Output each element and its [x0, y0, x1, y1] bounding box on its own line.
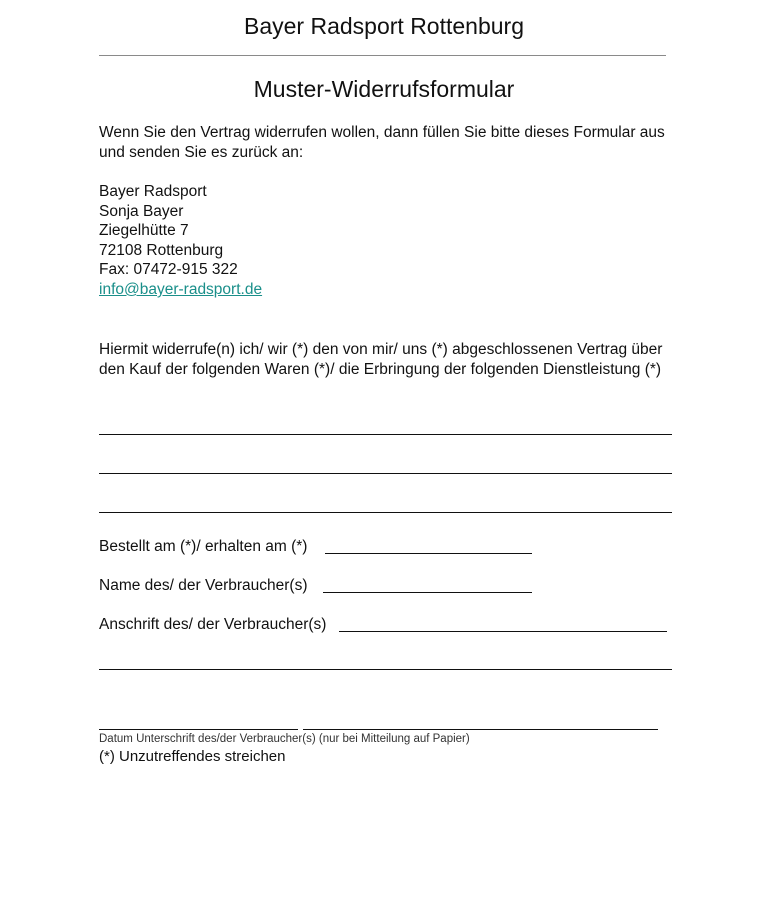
ordered-received-field[interactable] [325, 553, 532, 554]
consumer-name-label: Name des/ der Verbraucher(s) [99, 577, 308, 594]
consumer-signature-line[interactable] [303, 729, 658, 730]
date-signature-line[interactable] [99, 729, 298, 730]
form-title: Muster-Widerrufsformular [253, 76, 515, 102]
address-fax: Fax: 07472-915 322 [99, 261, 238, 278]
footnote: (*) Unzutreffendes streichen [99, 748, 286, 765]
address-city: 72108 Rottenburg [99, 242, 224, 259]
ordered-received-label: Bestellt am (*)/ erhalten am (*) [99, 538, 308, 555]
signature-caption: Datum Unterschrift des/der Verbraucher(s) (nur bei Mitteilung auf Papier) [99, 733, 470, 745]
consumer-address-label: Anschrift des/ der Verbraucher(s) [99, 616, 327, 633]
email-link[interactable]: info@bayer-radsport.de [99, 281, 263, 298]
consumer-name-field[interactable] [323, 592, 532, 593]
withdrawal-statement: Hiermit widerrufe(n) ich/ wir (*) den von mir/ uns (*) abgeschlossenen Vertrag über den Kauf der folgenden Waren (*)/ die Erbringung der folgenden Dienstleistung (*) [99, 341, 663, 378]
address-name: Bayer Radsport [99, 183, 207, 200]
address-street: Ziegelhütte 7 [99, 222, 189, 239]
goods-line-3[interactable] [99, 512, 672, 513]
intro-text: Wenn Sie den Vertrag widerrufen wollen, dann füllen Sie bitte dieses Formular aus und senden Sie es zurück an: [99, 124, 665, 161]
consumer-address-field[interactable] [339, 631, 667, 632]
header-divider [99, 55, 666, 56]
address-contact: Sonja Bayer [99, 203, 184, 220]
consumer-address-line-2[interactable] [99, 669, 672, 670]
goods-line-1[interactable] [99, 434, 672, 435]
company-header: Bayer Radsport Rottenburg [244, 13, 524, 39]
goods-line-2[interactable] [99, 473, 672, 474]
